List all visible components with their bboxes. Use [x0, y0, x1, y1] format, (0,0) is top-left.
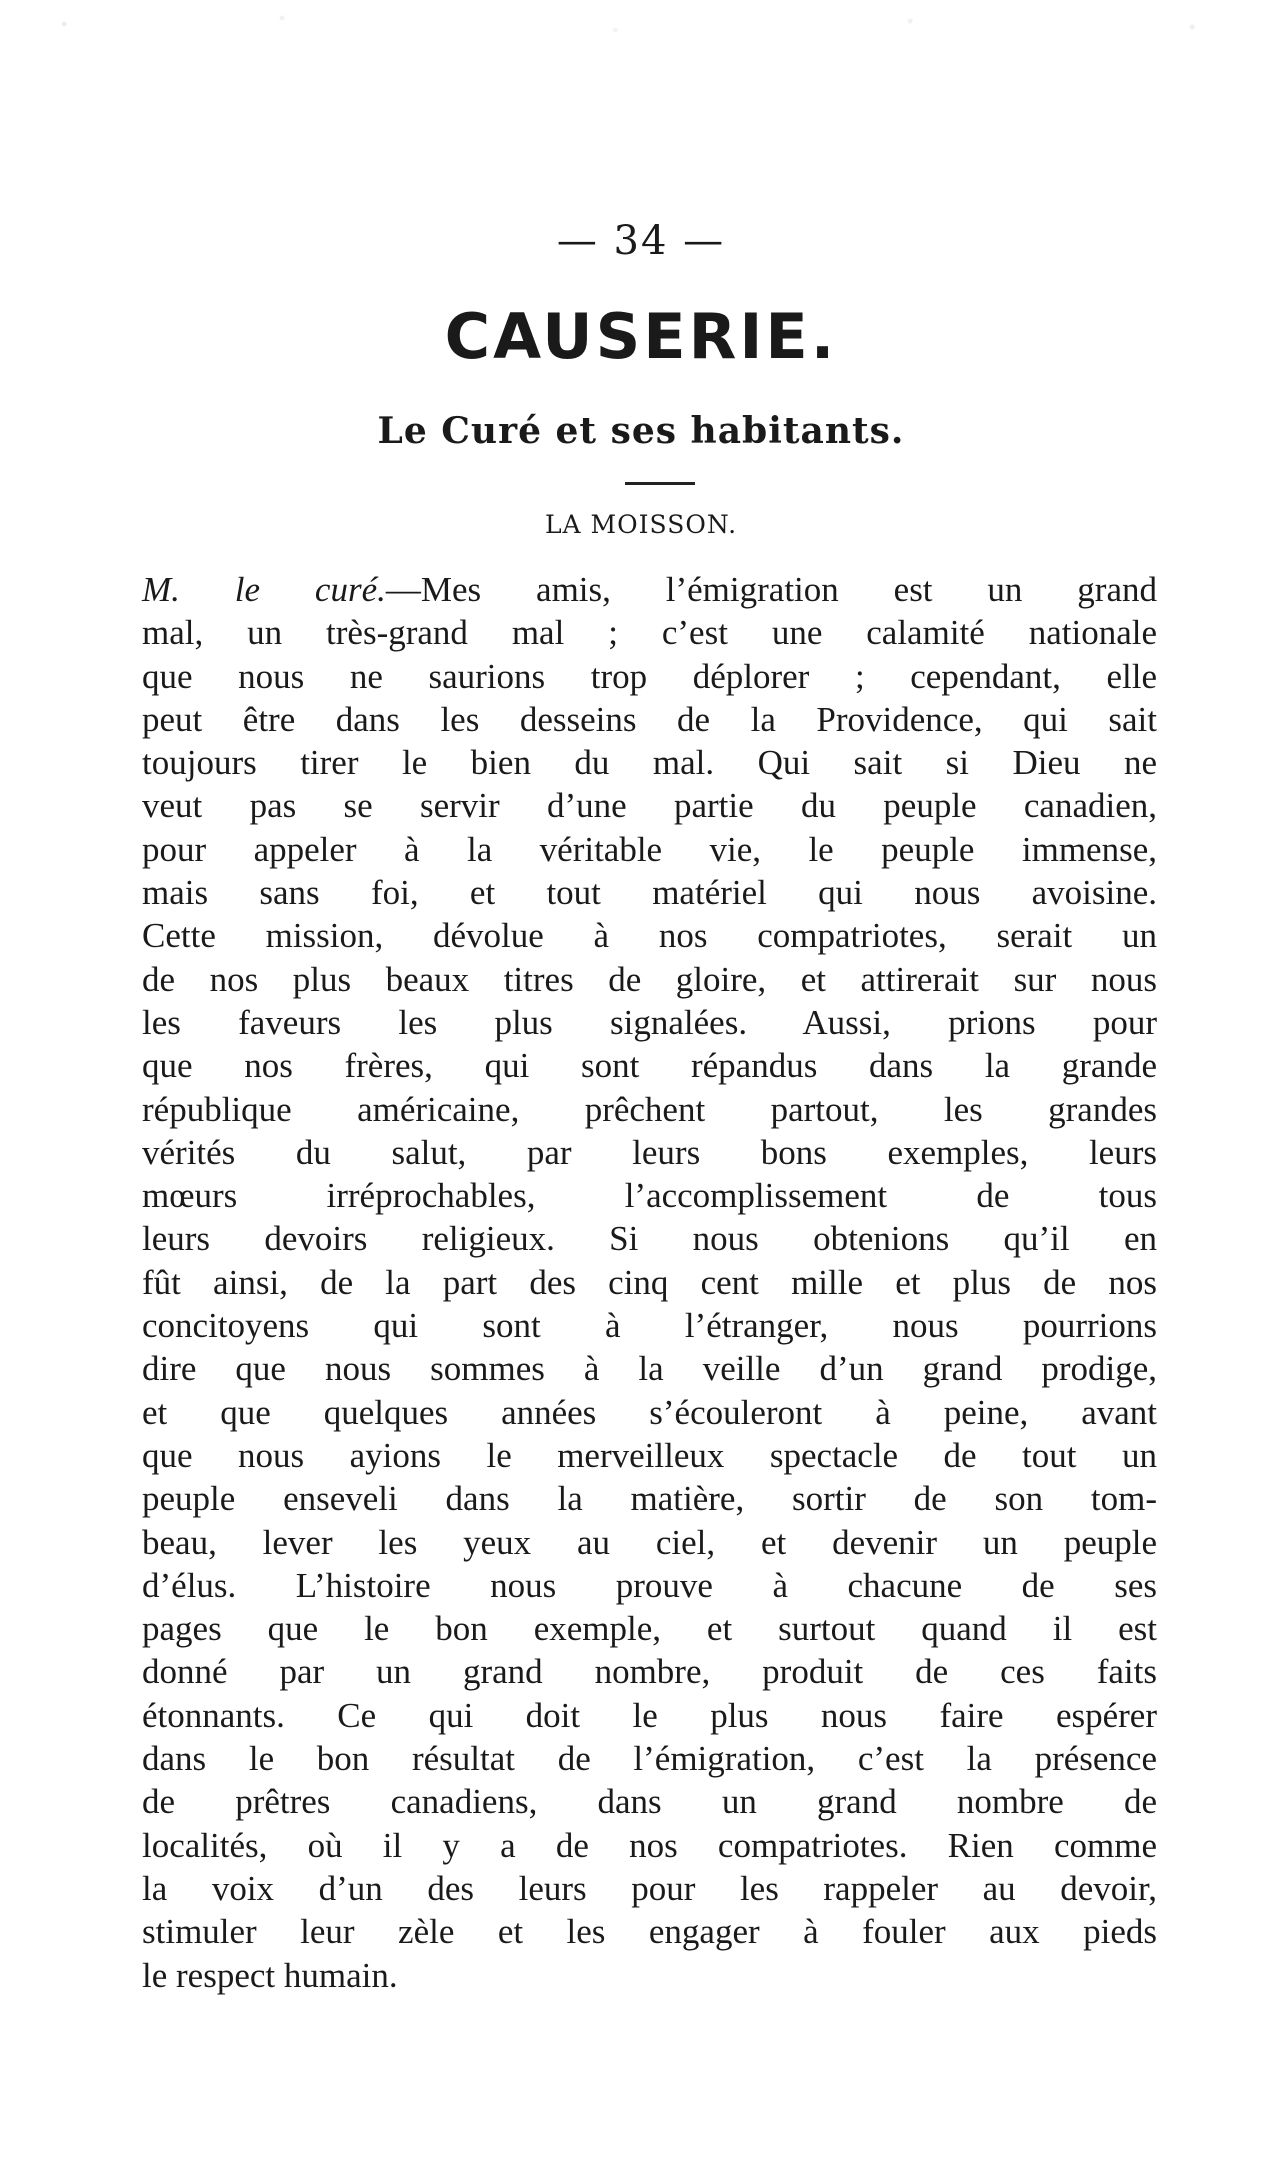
text-line: de prêtres canadiens, dans un grand nombre de	[142, 1782, 1157, 1822]
divider-rule	[625, 482, 695, 485]
text-line: pour appeler à la véritable vie, le peuple immense,	[142, 829, 1157, 869]
text-line: beau, lever les yeux au ciel, et devenir un peuple	[142, 1522, 1157, 1562]
text-line: donné par un grand nombre, produit de ces faits	[142, 1652, 1157, 1692]
text-line: dans le bon résultat de l’émigration, c’est la présence	[142, 1739, 1157, 1779]
text-line: et que quelques années s’écouleront à peine, avant	[142, 1392, 1157, 1432]
text-line: dire que nous sommes à la veille d’un grand prodige,	[142, 1349, 1157, 1389]
text-line: peut être dans les desseins de la Providence, qui sait	[142, 699, 1157, 739]
text-line: le respect humain.	[142, 1955, 398, 1995]
text-line: veut pas se servir d’une partie du peuple canadien,	[142, 786, 1157, 826]
page-title: CAUSERIE.	[444, 300, 838, 373]
page-number: — 34 —	[556, 218, 726, 264]
text-line: vérités du salut, par leurs bons exemples, leurs	[142, 1132, 1157, 1172]
text-line: mal, un très-grand mal ; c’est une calamité nationale	[142, 613, 1157, 653]
text-line: stimuler leur zèle et les engager à fouler aux pieds	[142, 1912, 1157, 1952]
text-line: d’élus. L’histoire nous prouve à chacune de ses	[142, 1565, 1157, 1605]
text-line: la voix d’un des leurs pour les rappeler au devoir,	[142, 1868, 1157, 1908]
text-line: mœurs irréprochables, l’accomplissement de tous	[142, 1176, 1157, 1216]
speaker-label: M. le curé.	[142, 570, 386, 609]
line-text: —Mes amis, l’émigration est un grand	[385, 570, 1157, 609]
page-subtitle: Le Curé et ses habitants.	[377, 410, 905, 452]
text-line: leurs devoirs religieux. Si nous obtenions qu’il en	[142, 1219, 1157, 1259]
text-line: mais sans foi, et tout matériel qui nous avoisine.	[142, 873, 1157, 913]
text-line: que nos frères, qui sont répandus dans la grande	[142, 1046, 1157, 1086]
text-line: de nos plus beaux titres de gloire, et attirerait sur nous	[142, 959, 1157, 999]
text-line: concitoyens qui sont à l’étranger, nous pourrions	[142, 1306, 1157, 1346]
text-line: pages que le bon exemple, et surtout quand il est	[142, 1609, 1157, 1649]
text-line: localités, où il y a de nos compatriotes. Rien comme	[142, 1825, 1157, 1865]
text-line: que nous ne saurions trop déplorer ; cependant, elle	[142, 656, 1157, 696]
text-line: république américaine, prêchent partout, les grandes	[142, 1089, 1157, 1129]
text-line: les faveurs les plus signalées. Aussi, prions pour	[142, 1002, 1157, 1042]
text-line: peuple enseveli dans la matière, sortir de son tom-	[142, 1479, 1157, 1519]
section-heading: LA MOISSON.	[544, 510, 738, 539]
text-line: toujours tirer le bien du mal. Qui sait si Dieu ne	[142, 743, 1157, 783]
body-text	[142, 568, 1157, 1997]
text-line: Cette mission, dévolue à nos compatriotes, serait un	[142, 916, 1157, 956]
scan-noise	[0, 0, 1282, 60]
text-line: fût ainsi, de la part des cinq cent mille et plus de nos	[142, 1262, 1157, 1302]
text-line	[142, 568, 1157, 611]
text-line: que nous ayions le merveilleux spectacle de tout un	[142, 1435, 1157, 1475]
text-line: étonnants. Ce qui doit le plus nous faire espérer	[142, 1695, 1157, 1735]
